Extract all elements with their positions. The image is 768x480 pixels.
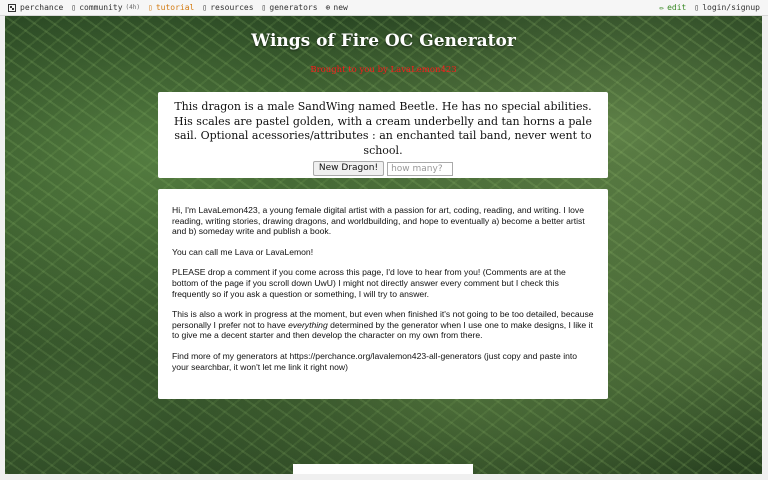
info-paragraph-wip <box>172 309 594 341</box>
new-dragon-button[interactable]: New Dragon! <box>313 161 384 176</box>
nav-new-label: new <box>333 3 348 12</box>
page-title: Wings of Fire OC Generator <box>251 31 516 51</box>
nav-right <box>651 3 760 12</box>
generated-output: This dragon is a male SandWing named Beetle. He has no special abilities. His scales are pastel golden, with a cream underbelly and tan horns a pale sail. Optional acessories/attributes : an enchanted tail band, never went to school. <box>174 100 592 157</box>
pencil-icon: ✏ <box>659 3 665 12</box>
nav-tutorial[interactable] <box>148 3 194 12</box>
wip-text-emphasis: everything <box>288 319 328 330</box>
info-paragraph-links: Find more of my generators at https://perchance.org/lavalemon423-all-generators (just copy and paste into your searchbar, it won't let me link it right now) <box>172 350 578 372</box>
plus-circle-icon: ⊕ <box>325 3 331 12</box>
generators-icon: ▯ <box>261 3 267 12</box>
community-icon: ▯ <box>71 3 77 12</box>
nav-edit-label: edit <box>667 3 687 12</box>
nav-login-label: login/signup <box>702 3 760 12</box>
top-nav-bar <box>0 0 768 16</box>
nav-community-label: community <box>79 3 123 12</box>
dice-icon <box>8 4 16 12</box>
nav-generators[interactable] <box>262 3 318 12</box>
nav-edit[interactable] <box>659 3 686 12</box>
nav-perchance[interactable] <box>8 3 63 12</box>
nav-tutorial-label: tutorial <box>155 3 195 12</box>
how-many-input[interactable] <box>387 162 453 176</box>
user-icon: ▯ <box>694 3 700 12</box>
resources-icon: ▯ <box>202 3 208 12</box>
wip-text-end: determined by the generator when I use one to make designs, I like it to give me a decent starter and then develop the character on my own from there. <box>172 319 593 341</box>
nav-generators-label: generators <box>269 3 318 12</box>
author-credit: Brought to you by LavaLemon423 <box>310 65 457 75</box>
wip-text-start: This is also a work in progress at the moment, but even when finished it's not going to be too detailed, because personally I prefer not to have <box>172 309 594 330</box>
generator-controls <box>166 161 600 176</box>
nav-resources[interactable] <box>202 3 253 12</box>
comments-panel-edge <box>293 464 473 474</box>
nav-new[interactable] <box>326 3 348 12</box>
info-paragraph-name: You can call me Lava or LavaLemon! <box>172 246 314 257</box>
nav-left <box>8 3 356 12</box>
info-paragraph-intro: Hi, I'm LavaLemon423, a young female digital artist with a passion for art, coding, reading, and writing. I love reading, writing stories, drawing dragons, and worldbuilding, and hope to eventually a) become a better artist and b) someday write and publish a book. <box>172 205 585 237</box>
community-badge: (4h) <box>125 4 140 11</box>
info-panel <box>158 189 608 399</box>
nav-login[interactable] <box>694 3 760 12</box>
info-paragraph-comments: PLEASE drop a comment if you come across this page, I'd love to hear from you! (Comments are at the bottom of the page if you scroll down UwU) I might not directly answer every comment but I check this frequently so if you ask a question or something, I will try to answer. <box>172 267 566 299</box>
tutorial-icon: ▯ <box>148 3 153 12</box>
output-panel <box>158 92 608 178</box>
nav-resources-label: resources <box>210 3 254 12</box>
generator-page <box>5 16 762 474</box>
nav-community[interactable] <box>71 3 140 12</box>
nav-perchance-label: perchance <box>20 3 64 12</box>
